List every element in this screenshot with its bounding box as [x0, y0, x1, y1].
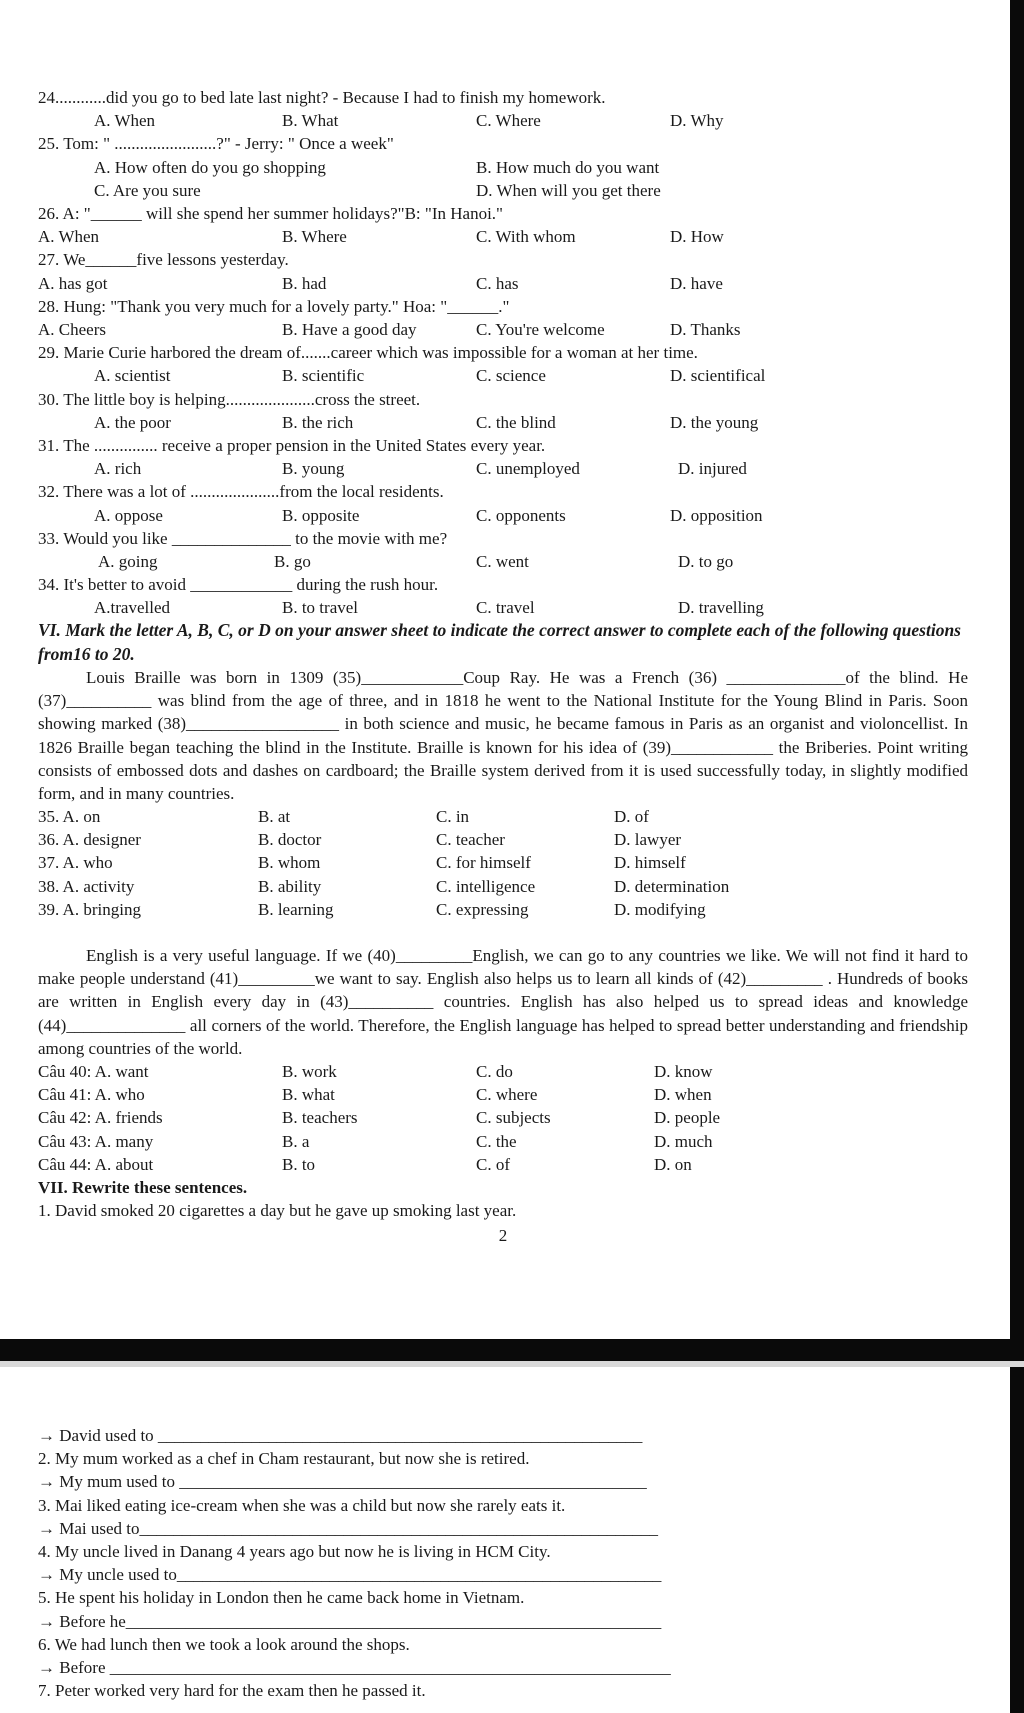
answer-option: C. With whom — [476, 227, 576, 247]
answer-option: C. unemployed — [476, 459, 580, 479]
answer-option: A. has got — [38, 273, 108, 293]
rewrite-sentence-1: 1. David smoked 20 cigarettes a day but he gave up smoking last year. — [38, 1201, 517, 1221]
answer-option: Câu 40: A. want — [38, 1062, 149, 1082]
passage-english: English is a very useful language. If we (40)_________English, we can go to any countries we like. We will not find it hard to make people understand (41)_________we want to say. English also helps us to learn all kinds of (42)_________ . Hundreds of books are written in English every day in (43)__________ countries. English has also helped us to spread ideas and knowledge (44)______________ all corners of the world. Therefore, the English language has helped to spread better understanding and friendship among countries of the world. — [38, 946, 968, 1058]
answer-line: → My mum used to _______________________________________________________ — [38, 1472, 647, 1492]
question-stem: 31. The ............... receive a proper pension in the United States every year. — [38, 435, 546, 455]
answer-option: C. You're welcome — [476, 319, 605, 339]
option-row — [38, 225, 968, 248]
answer-option: C. the — [476, 1131, 517, 1151]
answer-option: 36. A. designer — [38, 830, 141, 850]
answer-option: C. science — [476, 366, 546, 386]
answer-option: C. travel — [476, 598, 535, 618]
worksheet-page-1 — [38, 86, 968, 1248]
answer-line: → Before __________________________________________________________________ — [38, 1658, 671, 1678]
question-stem: 34. It's better to avoid ____________ during the rush hour. — [38, 575, 439, 595]
answer-option: B. what — [282, 1085, 335, 1105]
answer-option: B. a — [282, 1131, 310, 1151]
answer-option: D. people — [654, 1108, 721, 1128]
option-row — [38, 851, 968, 874]
option-row — [38, 1060, 968, 1083]
answer-option: A. scientist — [94, 366, 171, 386]
answer-option: D. opposition — [670, 505, 763, 525]
answer-option: 37. A. who — [38, 853, 113, 873]
answer-option: A. oppose — [94, 505, 163, 525]
answer-option: D. modifying — [614, 899, 706, 919]
answer-line: → David used to _________________________________________________________ — [38, 1426, 643, 1445]
answer-option: C. has — [476, 273, 519, 293]
answer-option: C. for himself — [436, 853, 531, 873]
option-row — [38, 411, 968, 434]
passage-braille: Louis Braille was born in 1309 (35)____________Coup Ray. He was a French (36) ______________of the blind. He (37)__________ was blind from the age of three, and in 1818 he went to the National Institute for the Young Blind in Paris. Soon showing marked (38)__________________ in both science and music, he became famous in Paris as an organist and violoncellist. In 1826 Braille began teaching the blind in the Institute. Braille is known for his idea of (39)____________ the Briberies. Point writing consists of embossed dots and dashes on cardboard; the Braille system derived from it is used successfully today, in slightly modified form, and in many countries. — [38, 667, 968, 803]
question-stem: 28. Hung: "Thank you very much for a lovely party." Hoa: "______." — [38, 296, 510, 316]
option-row — [38, 504, 968, 527]
answer-line: → Mai used to_____________________________________________________________ — [38, 1518, 659, 1538]
answer-option: B. the rich — [282, 412, 354, 432]
answer-option: B. go — [274, 551, 311, 571]
answer-option: 35. A. on — [38, 807, 101, 827]
option-row — [38, 805, 968, 828]
option-row — [38, 109, 968, 132]
answer-option: B. teachers — [282, 1108, 358, 1128]
answer-option: D. when — [654, 1085, 712, 1105]
answer-option: B. Have a good day — [282, 319, 417, 339]
option-row — [38, 318, 968, 341]
section-vii-heading: VII. Rewrite these sentences. — [38, 1178, 248, 1197]
answer-option: D. travelling — [678, 598, 764, 618]
rewrite-sentence: 5. He spent his holiday in London then he came back home in Vietnam. — [38, 1588, 525, 1608]
answer-option: C. intelligence — [436, 876, 536, 896]
answer-option: A. going — [98, 551, 158, 571]
rewrite-sentence: 7. Peter worked very hard for the exam then he passed it. — [38, 1681, 426, 1701]
answer-option: C. where — [476, 1085, 538, 1105]
answer-option: B. scientific — [282, 366, 365, 386]
option-row — [38, 550, 968, 573]
page-separator — [0, 1339, 1024, 1361]
question-stem: 25. Tom: " ........................?" - Jerry: " Once a week" — [38, 134, 394, 154]
answer-option: D. have — [670, 273, 723, 293]
answer-option: C. in — [436, 807, 470, 827]
option-row — [38, 1106, 968, 1129]
rewrite-sentence: 3. Mai liked eating ice-cream when she was a child but now she rarely eats it. — [38, 1495, 566, 1515]
answer-option: A. When — [94, 111, 156, 131]
question-stem: 24............did you go to bed late last night? - Because I had to finish my homework. — [38, 88, 606, 107]
answer-option: C. Where — [476, 111, 541, 131]
answer-option: 38. A. activity — [38, 876, 135, 896]
answer-option: C. expressing — [436, 899, 529, 919]
answer-option: A. rich — [94, 459, 142, 479]
answer-option: B. learning — [258, 899, 334, 919]
question-stem: 32. There was a lot of .....................from the local residents. — [38, 482, 444, 502]
answer-option: B. to — [282, 1154, 316, 1174]
answer-option: C. do — [476, 1062, 513, 1082]
answer-option: B. ability — [258, 876, 322, 896]
answer-option: D. scientifical — [670, 366, 766, 386]
answer-option: A. the poor — [94, 412, 171, 432]
option-row — [38, 179, 968, 202]
answer-option: B. had — [282, 273, 327, 293]
answer-option: D. lawyer — [614, 830, 682, 850]
answer-option: D. injured — [678, 459, 747, 479]
answer-option: D. Thanks — [670, 319, 741, 339]
answer-option: D. How — [670, 227, 724, 247]
rewrite-sentence: 2. My mum worked as a chef in Cham restaurant, but now she is retired. — [38, 1449, 530, 1469]
page-number: 2 — [498, 1226, 508, 1246]
answer-option: B. How much do you want — [476, 157, 660, 177]
answer-option: D. himself — [614, 853, 686, 873]
option-row — [38, 364, 968, 387]
answer-option: D. determination — [614, 876, 730, 896]
option-row — [38, 875, 968, 898]
answer-option: A. Cheers — [38, 319, 106, 339]
rewrite-exercises — [38, 1424, 968, 1702]
answer-option: D. much — [654, 1131, 713, 1151]
question-stem: 30. The little boy is helping.....................cross the street. — [38, 389, 421, 409]
page-separator-shadow — [0, 1361, 1024, 1367]
question-stem: 27. We______five lessons yesterday. — [38, 250, 289, 270]
answer-option: D. of — [614, 807, 649, 827]
answer-option: C. the blind — [476, 412, 556, 432]
option-row — [38, 1153, 968, 1176]
answer-option: D. to go — [678, 551, 734, 571]
answer-line: → My uncle used to_________________________________________________________ — [38, 1565, 662, 1585]
option-row — [38, 1083, 968, 1106]
answer-option: Câu 42: A. friends — [38, 1108, 163, 1128]
answer-option: A. When — [38, 227, 100, 247]
answer-option: B. whom — [258, 853, 321, 873]
answer-option: B. at — [258, 807, 291, 827]
questions-35-39 — [38, 805, 968, 921]
answer-option: A. How often do you go shopping — [94, 157, 326, 177]
rewrite-sentence: 6. We had lunch then we took a look around the shops. — [38, 1634, 410, 1654]
answer-option: D. on — [654, 1154, 692, 1174]
questions-24-34 — [38, 86, 968, 619]
answer-option: Câu 44: A. about — [38, 1154, 154, 1174]
answer-option: C. of — [476, 1154, 510, 1174]
section-vi-heading: VI. Mark the letter A, B, C, or D on your answer sheet to indicate the correct answer to complete each of the following questions from16 to 20. — [38, 620, 961, 664]
answer-option: D. When will you get there — [476, 180, 661, 200]
answer-line: → Before he_______________________________________________________________ — [38, 1611, 662, 1631]
answer-option: C. teacher — [436, 830, 505, 850]
option-row — [38, 898, 968, 921]
answer-option: B. work — [282, 1062, 337, 1082]
answer-option: D. Why — [670, 111, 724, 131]
option-row — [38, 828, 968, 851]
rewrite-sentence: 4. My uncle lived in Danang 4 years ago but now he is living in HCM City. — [38, 1542, 551, 1562]
option-row — [38, 596, 968, 619]
worksheet-page-2 — [38, 1424, 968, 1702]
spacer — [38, 921, 968, 944]
question-stem: 33. Would you like ______________ to the movie with me? — [38, 528, 448, 548]
questions-40-44 — [38, 1060, 968, 1176]
question-stem: 26. A: "______ will she spend her summer holidays?"B: "In Hanoi." — [38, 203, 503, 223]
option-row — [38, 272, 968, 295]
answer-option: B. Where — [282, 227, 347, 247]
answer-option: D. know — [654, 1062, 713, 1082]
page-border-right — [1010, 0, 1024, 1713]
answer-option: C. Are you sure — [94, 180, 201, 200]
answer-option: C. opponents — [476, 505, 566, 525]
option-row — [38, 457, 968, 480]
answer-option: B. opposite — [282, 505, 360, 525]
answer-option: A.travelled — [94, 598, 170, 618]
answer-option: B. young — [282, 459, 345, 479]
answer-option: B. doctor — [258, 830, 322, 850]
option-row — [38, 156, 968, 179]
answer-option: C. subjects — [476, 1108, 551, 1128]
answer-option: B. to travel — [282, 598, 359, 618]
answer-option: Câu 41: A. who — [38, 1085, 145, 1105]
answer-option: 39. A. bringing — [38, 899, 141, 919]
answer-option: D. the young — [670, 412, 759, 432]
answer-option: C. went — [476, 551, 529, 571]
question-stem: 29. Marie Curie harbored the dream of.......career which was impossible for a woman at her time. — [38, 343, 698, 363]
answer-option: Câu 43: A. many — [38, 1131, 154, 1151]
option-row — [38, 1130, 968, 1153]
answer-option: B. What — [282, 111, 339, 131]
